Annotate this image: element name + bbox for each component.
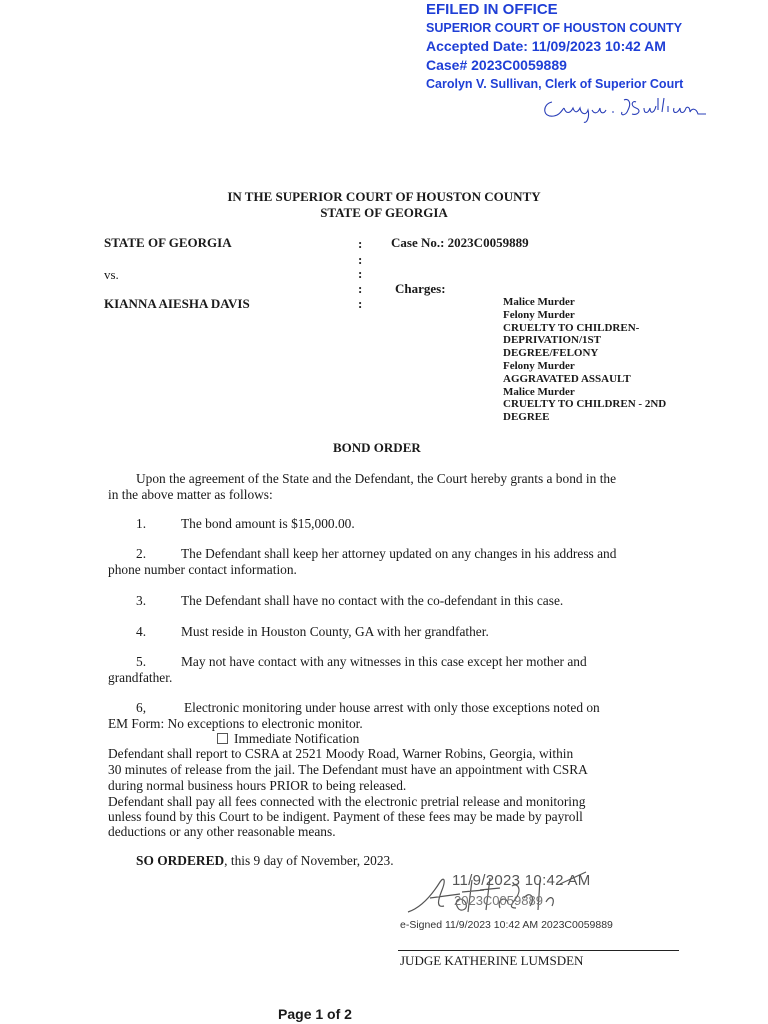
efile-stamp (426, 0, 756, 93)
immediate-notification-row (217, 731, 359, 747)
item-text-cont: phone number contact information. (108, 562, 297, 577)
esigned-line: e-Signed 11/9/2023 10:42 AM 2023C0059889 (400, 919, 613, 931)
item-number: 3. (136, 593, 147, 608)
efile-clerk: Carolyn V. Sullivan, Clerk of Superior Court (426, 77, 684, 91)
intro-line-2: in the above matter as follows: (108, 487, 273, 502)
report-line: deductions or any other reasonable means. (108, 824, 336, 839)
page-number: Page 1 of 2 (278, 1006, 352, 1022)
court-name: IN THE SUPERIOR COURT OF HOUSTON COUNTY (227, 189, 541, 204)
item-text: The Defendant shall have no contact with the co-defendant in this case. (181, 593, 564, 608)
case-number: Case No.: 2023C0059889 (391, 235, 529, 250)
intro-line-1: Upon the agreement of the State and the Defendant, the Court hereby grants a bond in the (136, 471, 617, 486)
item-number: 1. (136, 516, 147, 531)
plaintiff-name: STATE OF GEORGIA (104, 235, 232, 250)
checkbox-label: Immediate Notification (234, 731, 360, 746)
charge-item: CRUELTY TO CHILDREN- (503, 321, 640, 334)
item-text: May not have contact with any witnesses in this case except her mother and (181, 654, 587, 669)
report-line: Defendant shall report to CSRA at 2521 Moody Road, Warner Robins, Georgia, within (108, 746, 574, 761)
charge-item: Malice Murder (503, 385, 575, 398)
charge-item: Felony Murder (503, 359, 575, 372)
report-line: Defendant shall pay all fees connected with the electronic pretrial release and monitoring (108, 794, 586, 809)
charge-item: DEGREE (503, 411, 550, 424)
efile-accepted-date: Accepted Date: 11/09/2023 10:42 AM (426, 38, 666, 54)
charge-item: CRUELTY TO CHILDREN - 2ND (503, 398, 667, 411)
esign-stamp-datetime: 11/9/2023 10:42 AM (452, 872, 591, 889)
caption-colon: : (358, 281, 363, 296)
item-number: 6, (136, 700, 147, 715)
item-text: The Defendant shall keep her attorney updated on any changes in his address and (181, 546, 617, 561)
clerk-signature (540, 92, 710, 126)
charges-label: Charges: (395, 281, 446, 296)
item-number: 4. (136, 624, 147, 639)
charges-list (503, 296, 713, 424)
item-number: 5. (136, 654, 147, 669)
item-text: The bond amount is $15,000.00. (181, 516, 355, 531)
efile-title: EFILED IN OFFICE (426, 1, 558, 18)
esign-stamp-case: 2023C0059889 (454, 893, 543, 908)
report-line: 30 minutes of release from the jail. The Defendant must have an appointment with CSRA (108, 762, 588, 777)
efile-court: SUPERIOR COURT OF HOUSTON COUNTY (426, 21, 683, 35)
charge-item: Malice Murder (503, 296, 575, 308)
report-line: unless found by this Court to be indigent. Payment of these fees may be made by payroll (108, 809, 583, 824)
order-title: BOND ORDER (333, 440, 421, 455)
charge-item: Felony Murder (503, 308, 575, 321)
defendant-name: KIANNA AIESHA DAVIS (104, 296, 250, 311)
charge-item: DEPRIVATION/1ST (503, 334, 602, 347)
item-number: 2. (136, 546, 147, 561)
caption-colon: : (358, 236, 363, 251)
caption-colon: : (358, 252, 363, 267)
item-text: Must reside in Houston County, GA with her grandfather. (181, 624, 489, 639)
item-text-cont: EM Form: No exceptions to electronic monitor. (108, 716, 363, 731)
signature-line (398, 950, 679, 951)
efile-case-number: Case# 2023C0059889 (426, 57, 567, 73)
item-text: Electronic monitoring under house arrest with only those exceptions noted on (184, 700, 600, 715)
report-line: during normal business hours PRIOR to being released. (108, 778, 407, 793)
so-ordered-bold: SO ORDERED (136, 853, 225, 868)
charge-item: DEGREE/FELONY (503, 347, 599, 360)
caption-colon: : (358, 296, 363, 311)
so-ordered-date: , this 9 day of November, 2023. (224, 853, 394, 868)
versus-label: vs. (104, 267, 119, 282)
so-ordered-line (136, 853, 394, 869)
caption-colon: : (358, 266, 363, 281)
item-text-cont: grandfather. (108, 670, 173, 685)
charge-item: AGGRAVATED ASSAULT (503, 372, 631, 385)
judge-name: JUDGE KATHERINE LUMSDEN (400, 953, 584, 968)
court-state: STATE OF GEORGIA (320, 205, 448, 220)
checkbox-icon (217, 733, 228, 744)
